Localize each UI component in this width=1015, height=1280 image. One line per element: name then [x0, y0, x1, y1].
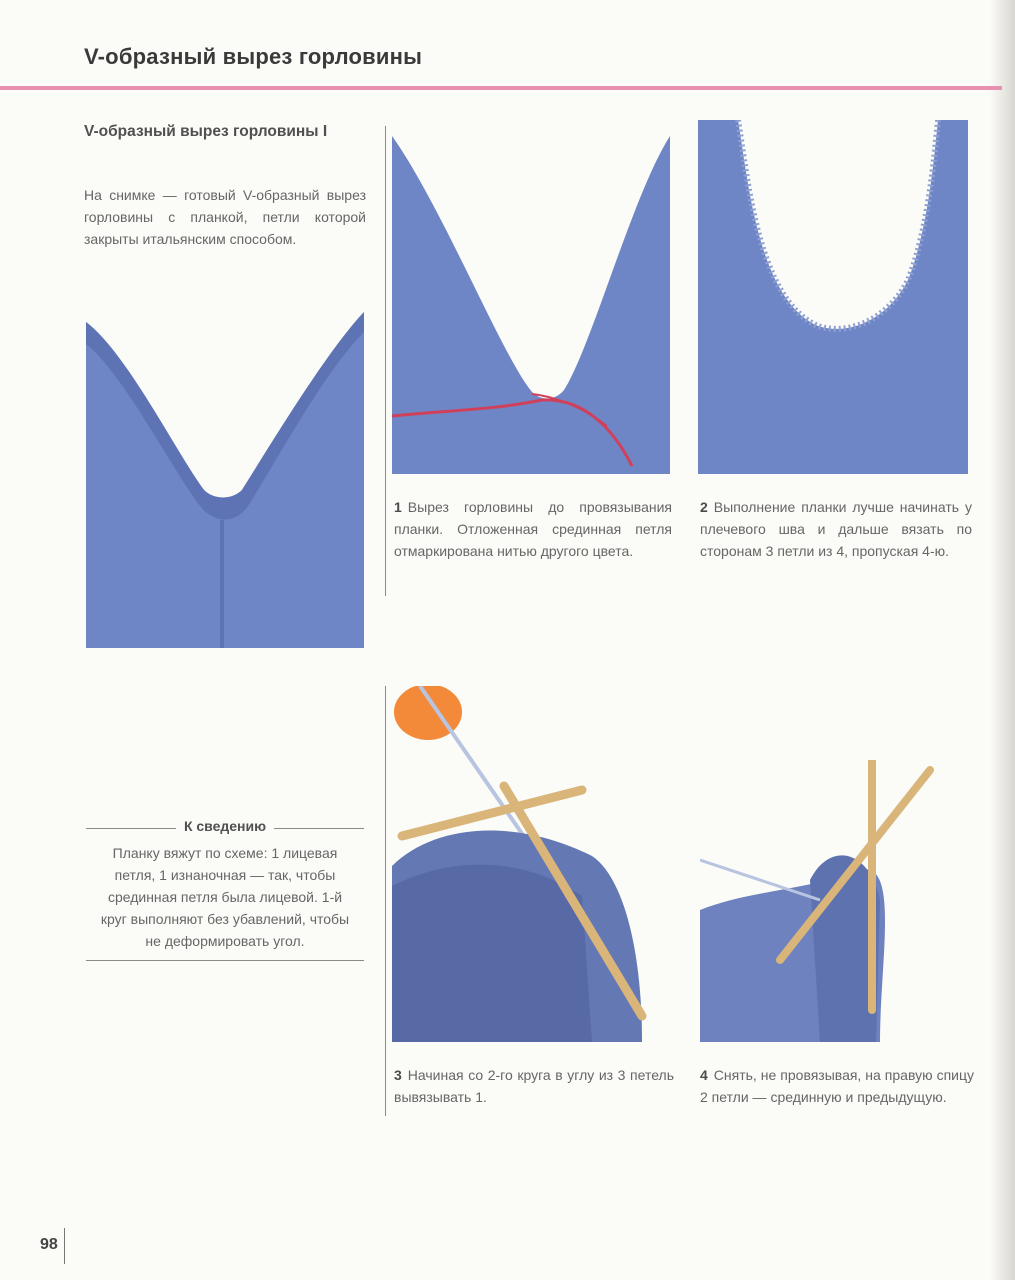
step-3-text: Начиная со 2-го круга в углу из 3 петель вывязывать 1. [394, 1067, 674, 1105]
section-heading: V-образный вырез горловины I [84, 123, 328, 140]
page-gutter-shadow [990, 0, 1015, 1280]
step-3-caption [394, 1064, 674, 1108]
finished-vneck-photo [86, 292, 364, 648]
note-bottom-rule [86, 960, 364, 961]
page-number: 98 [40, 1236, 58, 1253]
step-4-caption [700, 1064, 974, 1108]
note-text: Планку вяжут по схеме: 1 лицевая петля, 1 изнаночная — так, чтобы срединная петля была лицевой. 1-й круг выполняют без убавлений, чтобы не деформировать угол. [100, 845, 350, 949]
step-1-text: Вырез горловины до провязывания планки. Отложенная срединная петля отмаркирована нитью другого цвета. [394, 499, 672, 559]
note-title: К сведению [176, 818, 274, 834]
page-number-divider [64, 1228, 65, 1264]
step-2-number: 2 [700, 499, 708, 515]
step-4-text: Снять, не провязывая, на правую спицу 2 петли — срединную и предыдущую. [700, 1067, 974, 1105]
step-1-caption [394, 496, 672, 562]
step-3-photo [392, 686, 652, 1042]
step-2-photo [698, 120, 968, 474]
step-4-number: 4 [700, 1067, 708, 1083]
intro-text: На снимке — готовый V-образный вырез горловины с планкой, петли которой закрыты итальянским способом. [84, 187, 366, 247]
page-title: V-образный вырез горловины [84, 44, 423, 69]
step-2-text: Выполнение планки лучше начинать у плечевого шва и дальше вязать по сторонам 3 петли из 4, пропуская 4-ю. [700, 499, 972, 559]
step-4-photo [700, 760, 970, 1042]
title-rule [0, 86, 1002, 90]
column-divider-bottom [385, 686, 386, 1116]
step-3-number: 3 [394, 1067, 402, 1083]
column-divider-top [385, 126, 386, 596]
step-2-caption [700, 496, 972, 562]
step-1-photo [392, 126, 670, 474]
info-note [86, 818, 364, 961]
step-1-number: 1 [394, 499, 402, 515]
